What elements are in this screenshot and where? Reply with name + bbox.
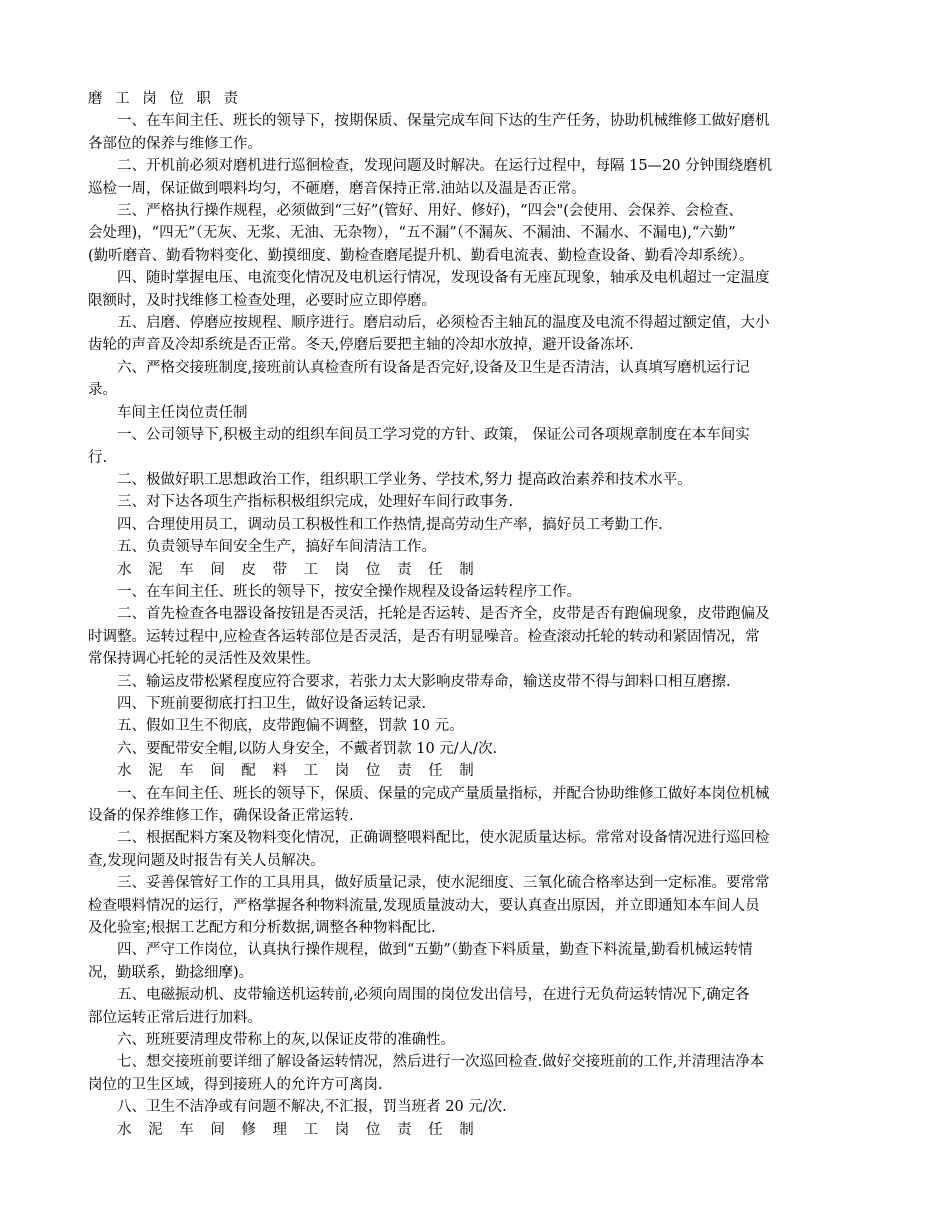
paragraph-line: 限额时，及时找维修工检查处理，必要时应立即停磨。 (88, 292, 436, 309)
paragraph-line: 三、输运皮带松紧程度应符合要求，若张力太大影响皮带寿命，输送皮带不得与卸料口相互磨擦. (117, 673, 731, 690)
paragraph-line: 及化验室;根据工艺配方和分析数据,调整各种物料配比. (88, 920, 436, 937)
paragraph-line: 三、对下达各项生产指标积极组织完成，处理好车间行政事务. (117, 494, 514, 511)
paragraph-line: 二、首先检查各电器设备按钮是否灵活，托轮是否运转、是否齐全，皮带是否有跑偏现象，皮带跑偏及 (117, 606, 770, 623)
paragraph-line: 三、妥善保管好工作的工具用具，做好质量记录，使水泥细度、三氧化硫合格率达到一定标准。要常常 (117, 875, 770, 892)
paragraph-line: 八、卫生不洁净或有问题不解决,不汇报，罚当班者 20 元/次. (117, 1099, 507, 1116)
paragraph-line: 会处理)，“四无”（无灰、无浆、无油、无杂物），“五不漏”（不漏灰、不漏油、不漏水、不漏电),“六勤” (88, 225, 736, 242)
paragraph-line: 一、在车间主任、班长的领导下，按安全操作规程及设备运转程序工作。 (117, 583, 581, 600)
paragraph-line: 一、在车间主任、班长的领导下，按期保质、保量完成车间下达的生产任务，协助机械维修工做好磨机 (117, 113, 770, 130)
paragraph-line: 五、启磨、停磨应按规程、顺序进行。磨启动后，必须检否主轴瓦的温度及电流不得超过额定值，大小 (117, 315, 770, 332)
paragraph-line: 检查喂料情况的运行，严格掌握各种物料流量,发现质量波动大，要认真查出原因，并立即通知本车间人员 (88, 897, 760, 914)
document-page (88, 88, 858, 1141)
paragraph-line: 七、想交接班前要详细了解设备运转情况，然后进行一次巡回检查.做好交接班前的工作,并清理洁净本 (117, 1054, 765, 1071)
paragraph-line: 四、随时掌握电压、电流变化情况及电机运行情况，发现设备有无座瓦现象，轴承及电机超过一定温度 (117, 270, 770, 287)
paragraph-line: 各部位的保养与维修工作。 (88, 135, 262, 152)
paragraph-line: 设备的保养维修工作，确保设备正常运转. (88, 808, 354, 824)
paragraph-line: 巡检一周，保证做到喂料均匀，不砸磨，磨音保持正常.油站以及温是否正常。 (88, 180, 586, 197)
paragraph-line: 六、班班要清理皮带称上的灰,以保证皮带的准确性。 (117, 1032, 456, 1049)
paragraph-line: 况，勤联系，勤捻细摩)。 (88, 964, 254, 981)
paragraph-line: 部位运转正常后进行加料。 (88, 1009, 262, 1026)
paragraph-line: 查,发现问题及时报告有关人员解决。 (88, 852, 325, 869)
paragraph-line: 四、下班前要彻底打扫卫生，做好设备运转记录. (117, 695, 427, 712)
section-title-mill-operator: 磨 工 岗 位 职 责 (88, 91, 243, 107)
paragraph-line: 三、严格执行操作规程，必须做到“三好”(管好、用好、修好)，“四会"(会使用、会保养、会检查、 (117, 203, 743, 220)
section-title-workshop-director: 车间主任岗位责任制 (117, 404, 248, 421)
paragraph-line: 六、要配带安全帽,以防人身安全，不戴者罚款 10 元/人/次. (117, 740, 498, 757)
section-title-repair-worker: 水 泥 车 间 修 理 工 岗 位 责 任 制 (117, 1121, 480, 1138)
paragraph-line: 四、严守工作岗位，认真执行操作规程，做到“五勤”（勤查下料质量，勤查下料流量,勤看机械运转情 (117, 942, 753, 959)
paragraph-line: 五、假如卫生不彻底，皮带跑偏不调整，罚款 10 元。 (117, 718, 464, 735)
paragraph-line: 四、合理使用员工，调动员工积极性和工作热情,提高劳动生产率，搞好员工考勤工作. (117, 516, 663, 533)
paragraph-line: 齿轮的声音及冷却系统是否正常。冬天,停磨后要把主轴的冷却水放掉，避开设备冻坏. (88, 337, 634, 354)
paragraph-line: 六、严格交接班制度,接班前认真检查所有设备是否完好,设备及卫生是否清洁，认真填写磨机运行记 (117, 359, 750, 376)
paragraph-line: 行. (88, 449, 108, 466)
paragraph-line: 岗位的卫生区域，得到接班人的允许方可离岗. (88, 1076, 383, 1093)
section-title-belt-worker: 水 泥 车 间 皮 带 工 岗 位 责 任 制 (117, 561, 480, 578)
section-title-batching-worker: 水 泥 车 间 配 料 工 岗 位 责 任 制 (117, 763, 480, 780)
paragraph-line: (勤听磨音、勤看物料变化、勤摸细度、勤检查磨尾提升机、勤看电流表、勤检查设备、勤看冷却系统）。 (88, 247, 754, 264)
paragraph-line: 常保持调心托轮的灵活性及效果性。 (88, 651, 320, 668)
paragraph-line: 二、开机前必须对磨机进行巡徊检查，发现问题及时解决。在运行过程中，每隔 15—20 分钟围绕磨机 (117, 158, 773, 175)
paragraph-line: 一、在车间主任、班长的领导下，保质、保量的完成产量质量指标，并配合协助维修工做好本岗位机械 (117, 785, 770, 802)
paragraph-line: 二、极做好职工思想政治工作，组织职工学业务、学技术,努力 提高政治素养和技术水平。 (117, 471, 692, 488)
paragraph-line: 二、根据配料方案及物料变化情况，正确调整喂料配比，使水泥质量达标。常常对设备情况进行巡回检 (117, 830, 770, 847)
paragraph-line: 五、负责领导车间安全生产，搞好车间清洁工作。 (117, 539, 436, 556)
paragraph-line: 录。 (88, 382, 117, 399)
paragraph-line: 时调整。运转过程中,应检查各运转部位是否灵活，是否有明显噪音。检查滚动托轮的转动和紧固情况，常 (88, 628, 760, 645)
paragraph-line: 五、电磁振动机、皮带输送机运转前,必须向周围的岗位发出信号，在进行无负荷运转情况下,确定各 (117, 987, 750, 1004)
paragraph-line: 一、公司领导下,积极主动的组织车间员工学习党的方针、政策， 保证公司各项规章制度在本车间实 (117, 427, 750, 444)
